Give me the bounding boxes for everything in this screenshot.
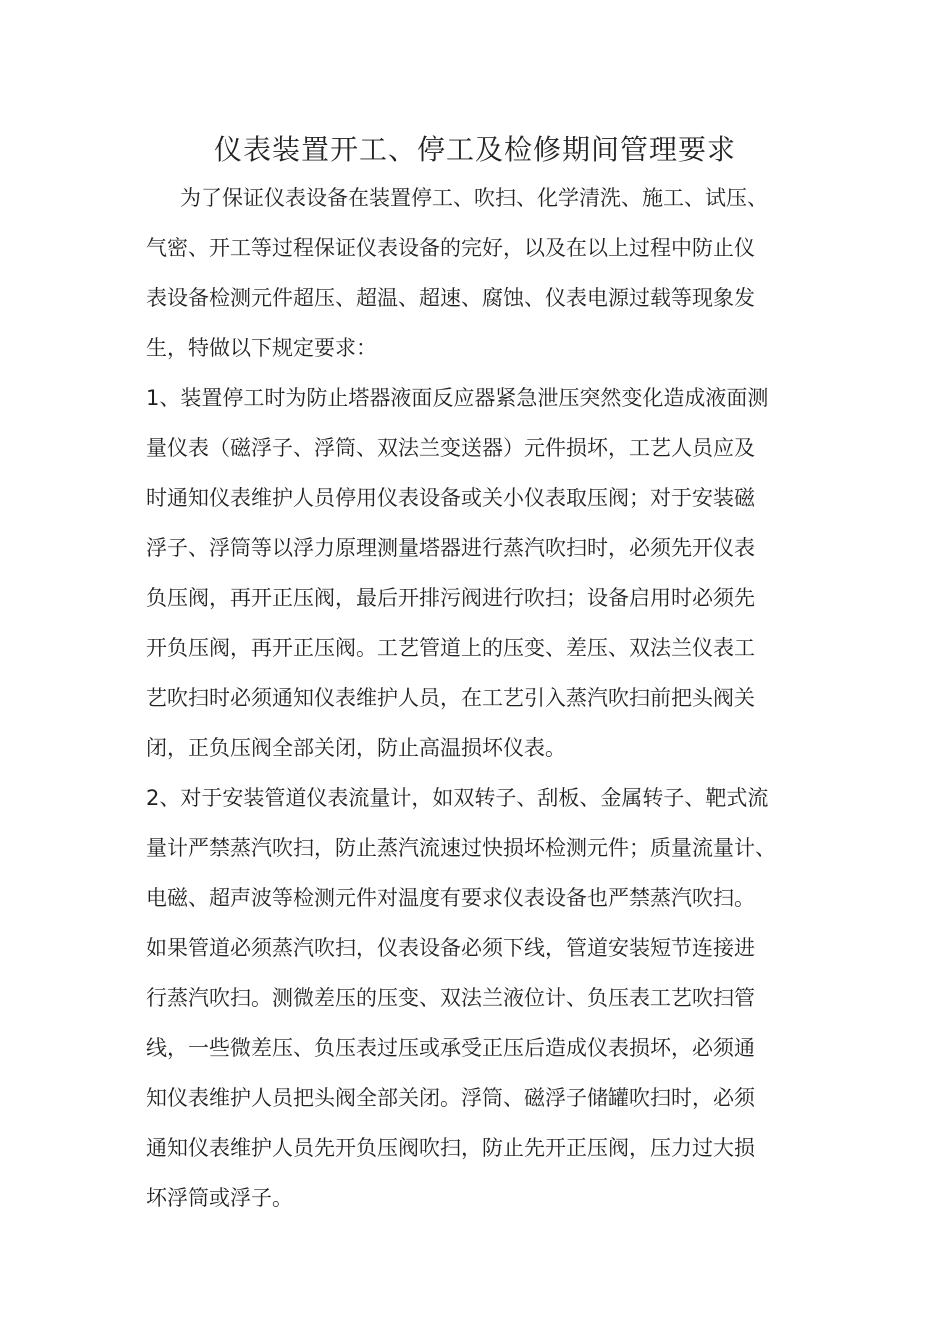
section1-line-8: 闭，正负压阀全部关闭，防止高温损坏仪表。: [146, 736, 566, 760]
section1-line-1: 1、装置停工时为防止塔器液面反应器紧急泄压突然变化造成液面测: [146, 386, 769, 410]
section2-line-3: 电磁、超声波等检测元件对温度有要求仪表设备也严禁蒸汽吹扫。: [146, 886, 755, 910]
section2-line-5: 行蒸汽吹扫。测微差压的压变、双法兰液位计、负压表工艺吹扫管: [146, 986, 755, 1010]
section1-line-4: 浮子、浮筒等以浮力原理测量塔器进行蒸汽吹扫时，必须先开仪表: [146, 536, 755, 560]
section2-line-4: 如果管道必须蒸汽吹扫，仪表设备必须下线，管道安装短节连接进: [146, 936, 755, 960]
section1-line-7: 艺吹扫时必须通知仪表维护人员，在工艺引入蒸汽吹扫前把头阀关: [146, 686, 755, 710]
intro-line-4: 生，特做以下规定要求：: [146, 336, 377, 360]
section2-line-1: 2、对于安装管道仪表流量计，如双转子、刮板、金属转子、靶式流: [146, 786, 769, 810]
section1-line-6: 开负压阀，再开正压阀。工艺管道上的压变、差压、双法兰仪表工: [146, 636, 755, 660]
section2-line-2: 量计严禁蒸汽吹扫，防止蒸汽流速过快损坏检测元件；质量流量计、: [146, 836, 776, 860]
section1-line-3: 时通知仪表维护人员停用仪表设备或关小仪表取压阀；对于安装磁: [146, 486, 755, 510]
section1-line-5: 负压阀，再开正压阀，最后开排污阀进行吹扫；设备启用时必须先: [146, 586, 755, 610]
intro-line-2: 气密、开工等过程保证仪表设备的完好，以及在以上过程中防止仪: [146, 236, 755, 260]
section2-line-8: 通知仪表维护人员先开负压阀吹扫，防止先开正压阀，压力过大损: [146, 1136, 755, 1160]
section2-line-9: 坏浮筒或浮子。: [146, 1186, 293, 1210]
intro-line-1: 为了保证仪表设备在装置停工、吹扫、化学清洗、施工、试压、: [180, 186, 768, 210]
document-title: 仪表装置开工、停工及检修期间管理要求: [213, 133, 736, 166]
section2-line-7: 知仪表维护人员把头阀全部关闭。浮筒、磁浮子储罐吹扫时，必须: [146, 1086, 755, 1110]
section2-line-6: 线，一些微差压、负压表过压或承受正压后造成仪表损坏，必须通: [146, 1036, 755, 1060]
section1-line-2: 量仪表（磁浮子、浮筒、双法兰变送器）元件损坏，工艺人员应及: [146, 436, 755, 460]
intro-line-3: 表设备检测元件超压、超温、超速、腐蚀、仪表电源过载等现象发: [146, 286, 755, 310]
